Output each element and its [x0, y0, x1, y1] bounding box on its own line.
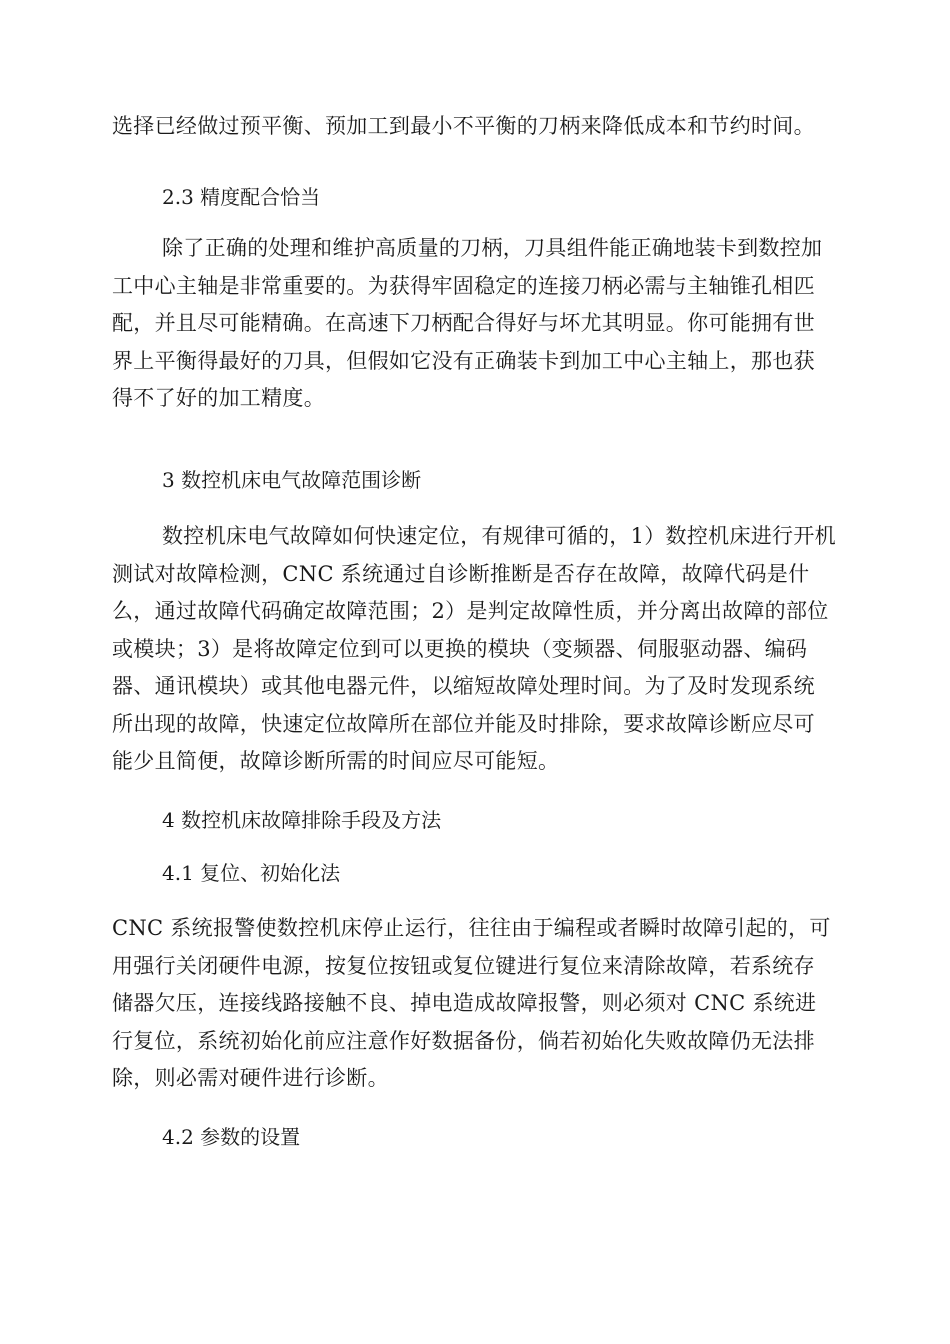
paragraph-continued: 选择已经做过预平衡、预加工到最小不平衡的刀柄来降低成本和节约时间。: [112, 114, 815, 138]
heading-4-1: 4.1 复位、初始化法: [162, 861, 341, 885]
heading-4-2: 4.2 参数的设置: [162, 1125, 301, 1149]
paragraph-4-1: CNC 系统报警使数控机床停止运行，往往由于编程或者瞬时故障引起的，可用强行关闭硬件电源，按复位按钮或复位键进行复位来清除故障，若系统存储器欠压，连接线路接触不良、掉电造成故障报警，则必须对 CNC 系统进行复位，系统初始化前应注意作好数据备份，倘若初始化失败故障仍无法排除，则必需对硬件进行诊断。: [112, 916, 831, 1090]
heading-4: 4 数控机床故障排除手段及方法: [162, 808, 442, 832]
heading-3: 3 数控机床电气故障范围诊断: [162, 468, 422, 492]
paragraph-2-3: 除了正确的处理和维护高质量的刀柄，刀具组件能正确地装卡到数控加工中心主轴是非常重要的。为获得牢固稳定的连接刀柄必需与主轴锥孔相匹配，并且尽可能精确。在高速下刀柄配合得好与坏尤其明显。你可能拥有世界上平衡得最好的刀具，但假如它没有正确装卡到加工中心主轴上，那也获得不了好的加工精度。: [112, 236, 823, 410]
paragraph-3: 数控机床电气故障如何快速定位，有规律可循的，1）数控机床进行开机测试对故障检测，CNC 系统通过自诊断推断是否存在故障，故障代码是什么，通过故障代码确定故障范围；2）是判定故障性质，并分离出故障的部位或模块；3）是将故障定位到可以更换的模块（变频器、伺服驱动器、编码器、通讯模块）或其他电器元件，以缩短故障处理时间。为了及时发现系统所出现的故障，快速定位故障所在部位并能及时排除，要求故障诊断应尽可能少且简便，故障诊断所需的时间应尽可能短。: [112, 524, 836, 773]
heading-2-3: 2.3 精度配合恰当: [162, 185, 321, 209]
